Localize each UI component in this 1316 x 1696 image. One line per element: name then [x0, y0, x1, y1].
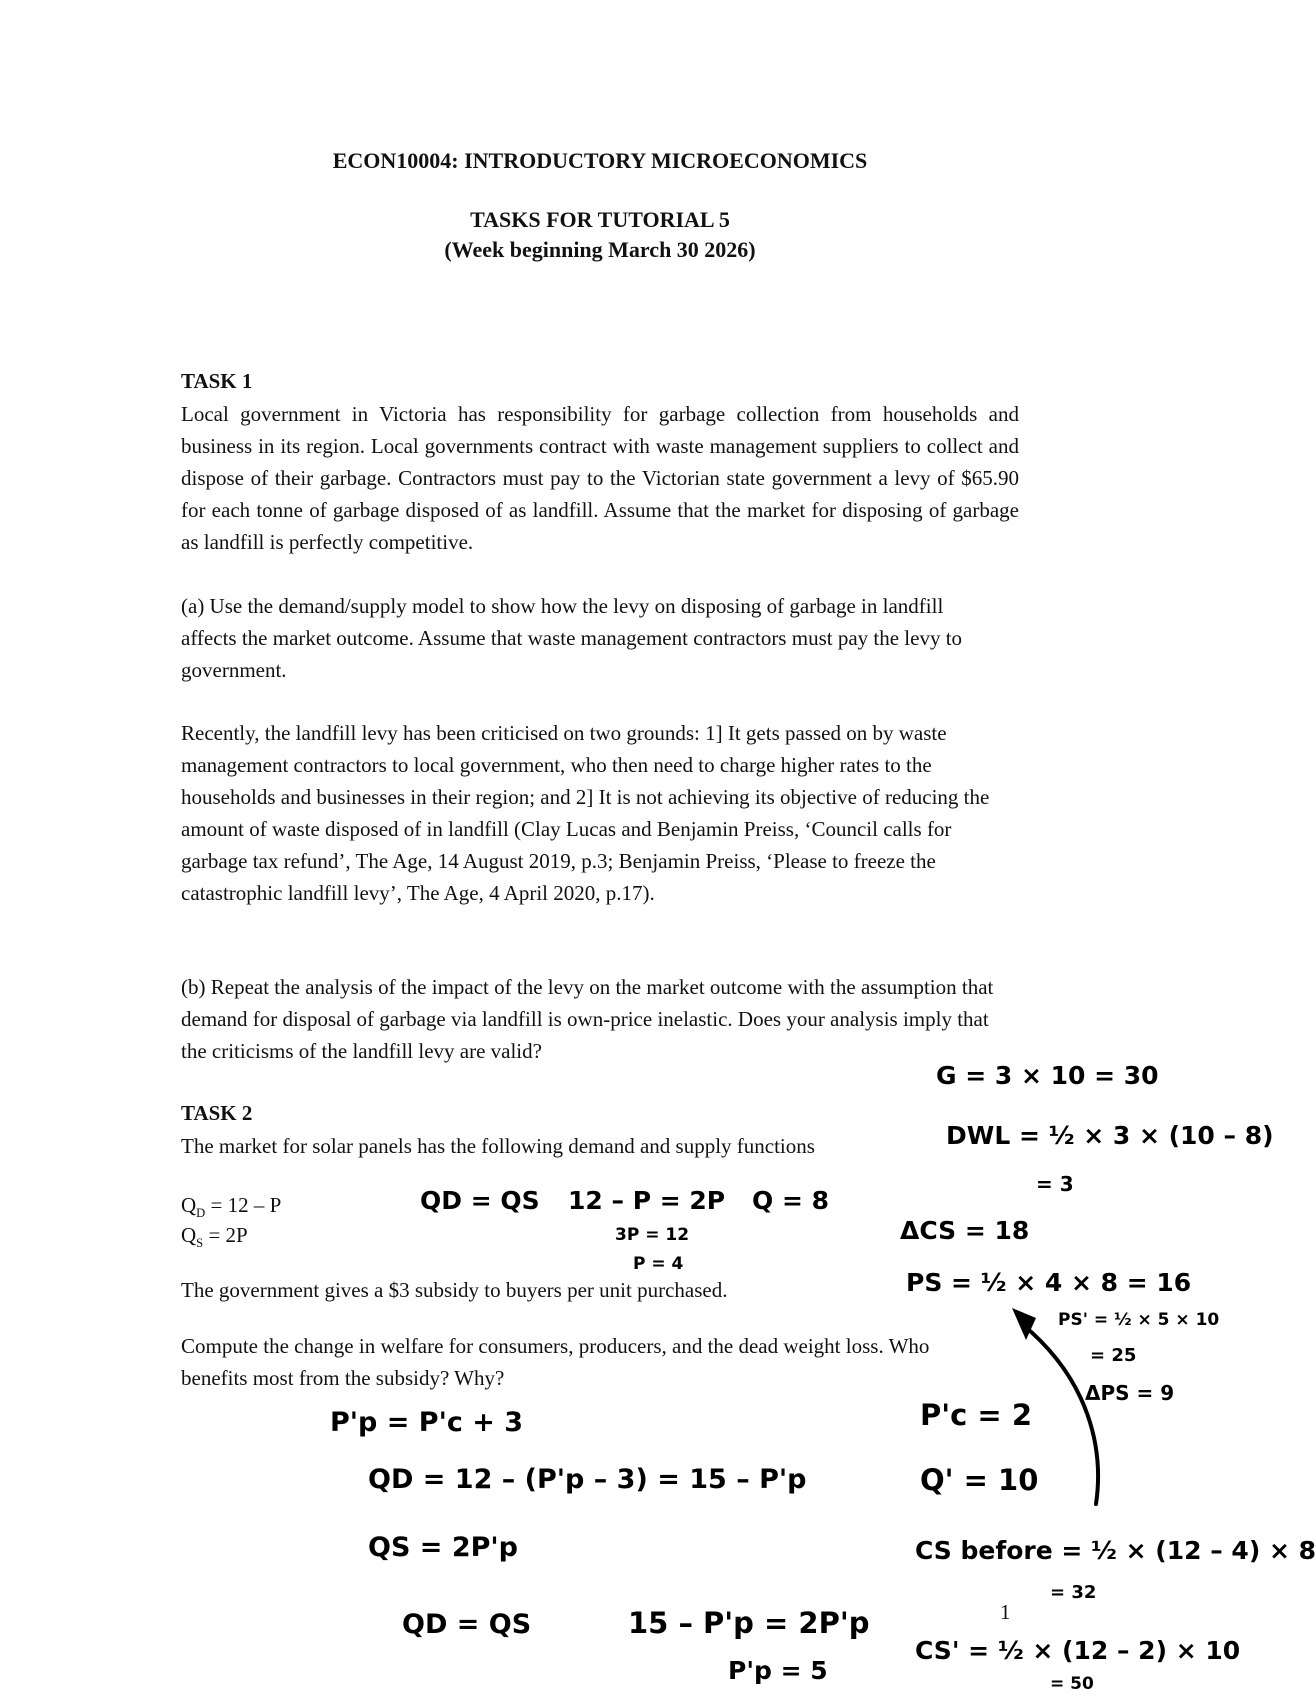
- handwritten-note: QD = QS: [420, 1186, 540, 1215]
- handwritten-note: G = 3 × 10 = 30: [936, 1061, 1159, 1090]
- handwritten-note: P'p = P'c + 3: [330, 1407, 524, 1438]
- handwritten-note: QD = QS: [402, 1609, 532, 1640]
- page-number: 1: [1000, 1600, 1011, 1624]
- task2-heading: TASK 2: [181, 1101, 253, 1125]
- handwritten-note: PS = ½ × 4 × 8 = 16: [906, 1268, 1192, 1297]
- handwritten-note: = 50: [1050, 1674, 1094, 1694]
- handwritten-note: P'p = 5: [728, 1656, 828, 1685]
- subsidy-text: The government gives a $3 subsidy to buyers per unit purchased.: [181, 1278, 728, 1302]
- week-line: (Week beginning March 30 2026): [444, 237, 756, 262]
- handwritten-note: = 32: [1050, 1582, 1097, 1603]
- handwritten-note: = 3: [1036, 1172, 1074, 1196]
- task1-intro: Local government in Victoria has responsibility for garbage collection from households and business in its region. Local governments contract with waste management suppliers to collect and dispose of their garbage. Contractors must pay to the Victorian state government a levy of $65.90 for each tonne of garbage disposed of as landfill. Assume that the market for disposing of garbage as landfill is perfectly competitive.: [181, 402, 1019, 554]
- task1-part-a: (a) Use the demand/supply model to show how the levy on disposing of garbage in landfill affects the market outcome. Assume that waste management contractors must pay the levy to government.: [181, 594, 963, 682]
- handwritten-note: 3P = 12: [615, 1225, 690, 1245]
- welfare-question: Compute the change in welfare for consumers, producers, and the dead weight loss. Who benefits most from the subsidy? Why?: [181, 1334, 930, 1390]
- handwritten-note: DWL = ½ × 3 × (10 – 8): [946, 1121, 1274, 1150]
- task1-part-b: (b) Repeat the analysis of the impact of the levy on the market outcome with the assumption that demand for disposal of garbage via landfill is own-price inelastic. Does your analysis imply that the criticisms of the landfill levy are valid?: [181, 975, 994, 1063]
- task1-criticism: Recently, the landfill levy has been criticised on two grounds: 1] It gets passed on by waste management contractors to local government, who then need to charge higher rates to the households and businesses in their region; and 2] It is not achieving its objective of reducing the amount of waste disposed of in landfill (Clay Lucas and Benjamin Preiss, ‘Council calls for garbage tax refund’, The Age, 14 August 2019, p.3; Benjamin Preiss, ‘Please to freeze the catastrophic landfill levy’, The Age, 4 April 2020, p.17).: [181, 721, 990, 905]
- task2-intro: The market for solar panels has the following demand and supply functions: [181, 1134, 815, 1158]
- demand-equation: $Q_D = 12 - P$: [181, 1193, 282, 1221]
- handwritten-note: P = 4: [633, 1254, 684, 1274]
- handwritten-note: ΔCS = 18: [900, 1216, 1030, 1245]
- course-title: ECON10004: INTRODUCTORY MICROECONOMICS: [332, 148, 868, 173]
- handwritten-note: 15 – P'p = 2P'p: [628, 1606, 870, 1640]
- task1-heading: TASK 1: [181, 369, 253, 393]
- handwritten-note: CS before = ½ × (12 – 4) × 8: [915, 1536, 1316, 1565]
- handwritten-note: Q = 8: [752, 1186, 830, 1215]
- handwritten-note: 12 – P = 2P: [568, 1186, 726, 1215]
- handwritten-note: CS' = ½ × (12 – 2) × 10: [915, 1636, 1241, 1665]
- supply-equation: $Q_S = 2P$: [181, 1223, 248, 1251]
- handwritten-arrow-icon: [1000, 1300, 1110, 1510]
- handwritten-note: QS = 2P'p: [368, 1532, 518, 1563]
- handwritten-note: ΔPS = 9: [1085, 1381, 1175, 1405]
- handwritten-note: P'c = 2: [920, 1398, 1032, 1432]
- handwritten-note: = 25: [1090, 1345, 1137, 1366]
- handwritten-note: Q' = 10: [920, 1463, 1039, 1497]
- handwritten-note: PS' = ½ × 5 × 10: [1058, 1310, 1220, 1330]
- tasks-title: TASKS FOR TUTORIAL 5: [470, 207, 730, 232]
- handwritten-note: QD = 12 – (P'p – 3) = 15 – P'p: [368, 1464, 807, 1495]
